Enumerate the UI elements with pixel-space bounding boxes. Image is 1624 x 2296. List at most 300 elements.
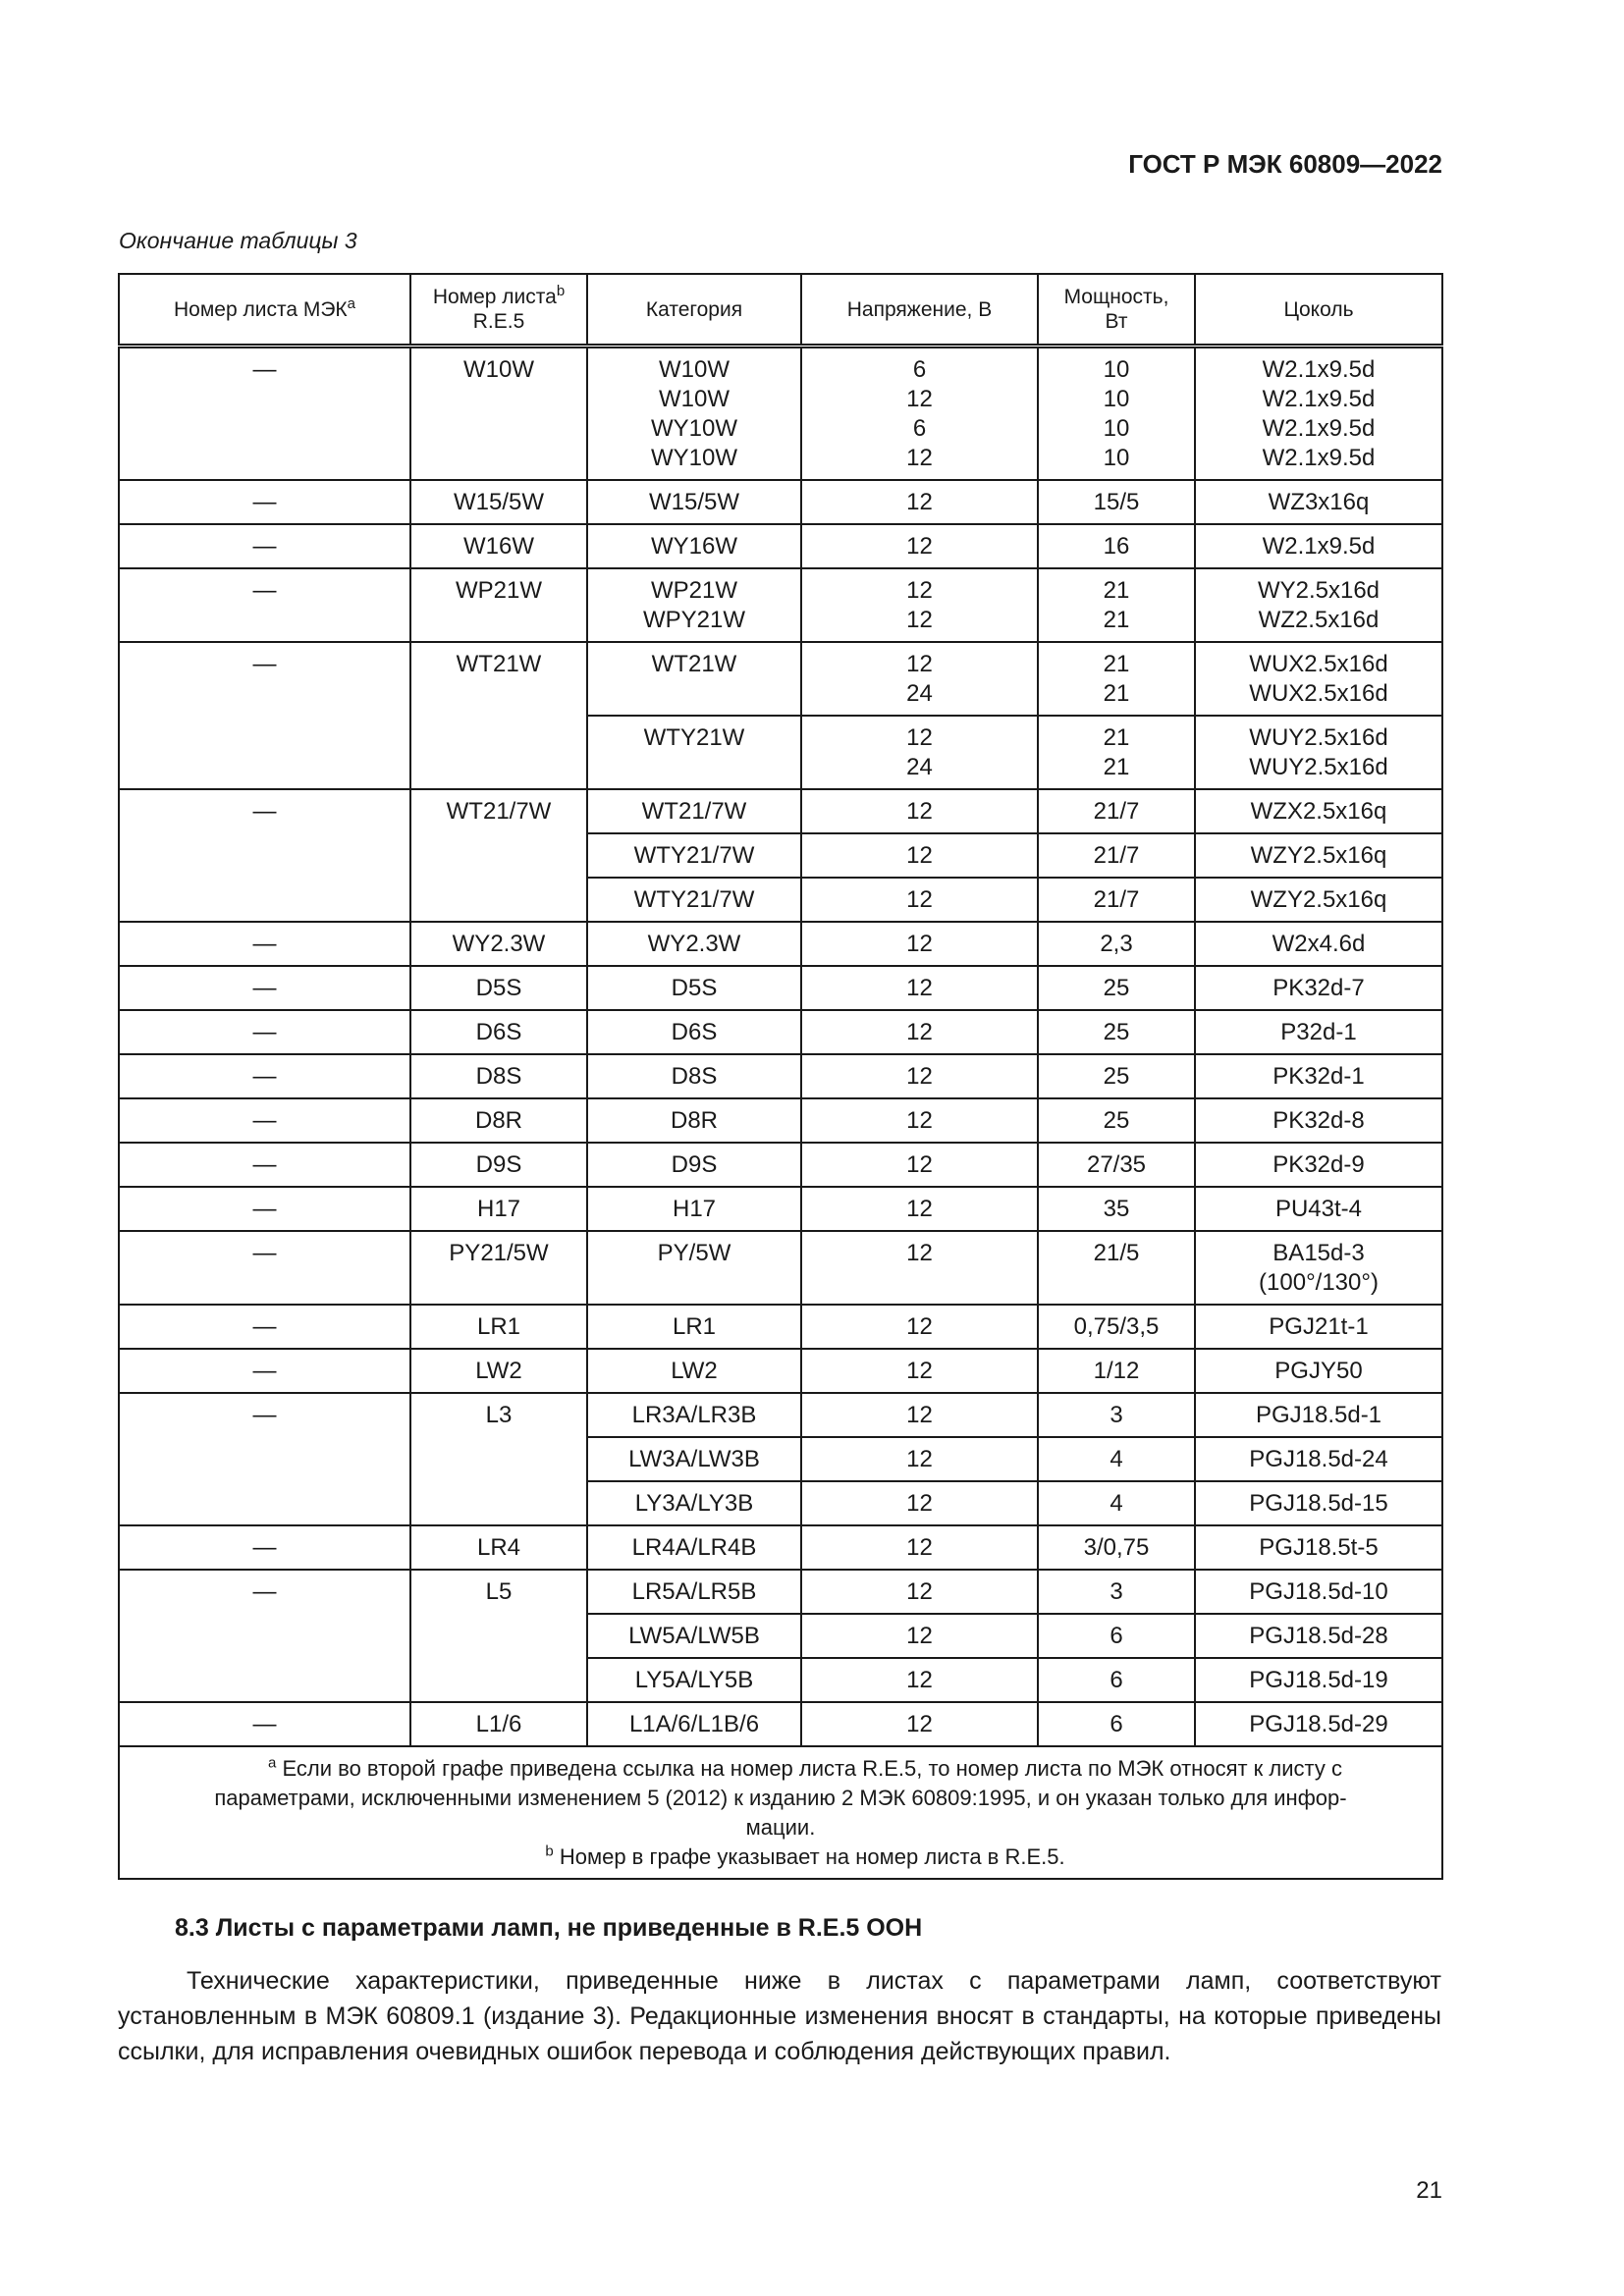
table-row bbox=[119, 568, 1442, 642]
base-cell bbox=[1195, 1570, 1442, 1614]
category-cell bbox=[587, 878, 801, 922]
base-cell bbox=[1195, 1054, 1442, 1098]
re5-sheet-cell: D5S bbox=[410, 966, 587, 1010]
power-cell bbox=[1038, 716, 1195, 789]
base-cell bbox=[1195, 480, 1442, 524]
table-row bbox=[119, 347, 1442, 481]
base-cell-line: PGJ21t-1 bbox=[1269, 1313, 1369, 1340]
table-body bbox=[119, 347, 1442, 1747]
category-cell bbox=[587, 966, 801, 1010]
page-number: 21 bbox=[1416, 2177, 1442, 2204]
category-cell bbox=[587, 1143, 801, 1187]
re5-sheet-cell: L3 bbox=[410, 1393, 587, 1525]
voltage-cell bbox=[801, 1143, 1038, 1187]
category-cell bbox=[587, 347, 801, 481]
voltage-cell bbox=[801, 789, 1038, 833]
base-cell-line: PGJ18.5d-1 bbox=[1255, 1402, 1382, 1428]
re5-sheet-cell: H17 bbox=[410, 1187, 587, 1231]
iec-sheet-cell: — bbox=[119, 1393, 410, 1525]
document-code: ГОСТ Р МЭК 60809—2022 bbox=[1128, 149, 1442, 179]
table-row bbox=[119, 1054, 1442, 1098]
power-cell-line: 3/0,75 bbox=[1083, 1534, 1150, 1561]
base-cell-line: W2.1x9.5d bbox=[1262, 533, 1376, 560]
base-cell-line: W2x4.6d bbox=[1272, 931, 1366, 957]
power-cell-line: 6 bbox=[1110, 1623, 1123, 1649]
voltage-cell-line: 6 bbox=[912, 356, 927, 383]
category-cell-line: PY/5W bbox=[657, 1240, 731, 1266]
category-cell-line: LW5A/LW5B bbox=[628, 1623, 760, 1649]
voltage-cell-line: 24 bbox=[906, 680, 933, 707]
re5-sheet-cell: WT21/7W bbox=[410, 789, 587, 922]
voltage-cell bbox=[801, 1570, 1038, 1614]
category-cell-line: H17 bbox=[672, 1196, 717, 1222]
table-notes-row bbox=[119, 1746, 1442, 1879]
iec-sheet-cell: — bbox=[119, 1187, 410, 1231]
power-cell bbox=[1038, 1393, 1195, 1437]
voltage-cell bbox=[801, 1658, 1038, 1702]
power-cell-line: 21 bbox=[1103, 724, 1130, 751]
category-cell-line: WTY21/7W bbox=[633, 886, 755, 913]
lamp-parameters-table bbox=[118, 273, 1443, 1880]
power-cell bbox=[1038, 1098, 1195, 1143]
base-cell-line: WUY2.5x16d bbox=[1249, 754, 1388, 780]
power-cell bbox=[1038, 1231, 1195, 1305]
voltage-cell-line: 12 bbox=[906, 1578, 933, 1605]
voltage-cell-line: 24 bbox=[906, 754, 933, 780]
re5-sheet-cell: W16W bbox=[410, 524, 587, 568]
iec-sheet-cell: — bbox=[119, 642, 410, 789]
table-header-row bbox=[119, 274, 1442, 347]
iec-sheet-cell: — bbox=[119, 966, 410, 1010]
voltage-cell-line: 12 bbox=[906, 386, 933, 412]
base-cell-line: PGJ18.5d-28 bbox=[1249, 1623, 1388, 1649]
column-header-voltage: Напряжение, В bbox=[801, 274, 1038, 347]
power-cell bbox=[1038, 833, 1195, 878]
iec-sheet-cell: — bbox=[119, 1143, 410, 1187]
voltage-cell-line: 12 bbox=[906, 489, 933, 515]
re5-sheet-cell: WY2.3W bbox=[410, 922, 587, 966]
power-cell-line: 4 bbox=[1110, 1446, 1123, 1472]
base-cell bbox=[1195, 642, 1442, 716]
power-cell-line: 21 bbox=[1103, 680, 1130, 707]
base-cell bbox=[1195, 966, 1442, 1010]
re5-sheet-cell: D8R bbox=[410, 1098, 587, 1143]
re5-sheet-cell: LR1 bbox=[410, 1305, 587, 1349]
iec-sheet-cell: — bbox=[119, 922, 410, 966]
re5-sheet-cell: L5 bbox=[410, 1570, 587, 1702]
iec-sheet-cell: — bbox=[119, 1525, 410, 1570]
voltage-cell bbox=[801, 878, 1038, 922]
footnote-a: $^a$ Если во второй графе приведена ссылка на номер листа R.E.5, то номер листа по МЭК относят к листу с bbox=[268, 1754, 1342, 1781]
power-cell bbox=[1038, 1525, 1195, 1570]
column-header-category: Категория bbox=[587, 274, 801, 347]
category-cell-line: WPY21W bbox=[642, 607, 745, 633]
category-cell bbox=[587, 1010, 801, 1054]
iec-sheet-cell: — bbox=[119, 1010, 410, 1054]
power-cell bbox=[1038, 480, 1195, 524]
base-cell-line: PK32d-7 bbox=[1272, 975, 1365, 1001]
base-cell bbox=[1195, 1393, 1442, 1437]
power-cell bbox=[1038, 1305, 1195, 1349]
column-header-re5-sheet: Номер листа$^b$ R.E.5 bbox=[410, 274, 587, 347]
voltage-cell-line: 12 bbox=[906, 975, 933, 1001]
power-cell-line: 25 bbox=[1103, 1063, 1130, 1090]
table-row bbox=[119, 922, 1442, 966]
base-cell bbox=[1195, 789, 1442, 833]
re5-sheet-cell: D8S bbox=[410, 1054, 587, 1098]
voltage-cell-line: 12 bbox=[906, 842, 933, 869]
base-cell-line: WZ3x16q bbox=[1268, 489, 1370, 515]
table-row bbox=[119, 1305, 1442, 1349]
iec-sheet-cell: — bbox=[119, 1570, 410, 1702]
base-cell bbox=[1195, 1349, 1442, 1393]
category-cell-line: WT21W bbox=[651, 651, 737, 677]
voltage-cell bbox=[801, 966, 1038, 1010]
base-cell-line: BA15d-3 bbox=[1272, 1240, 1365, 1266]
table-row bbox=[119, 1010, 1442, 1054]
voltage-cell bbox=[801, 1481, 1038, 1525]
category-cell bbox=[587, 922, 801, 966]
voltage-cell bbox=[801, 1393, 1038, 1437]
power-cell-line: 21 bbox=[1103, 754, 1130, 780]
power-cell-line: 10 bbox=[1103, 356, 1130, 383]
power-cell-line: 21 bbox=[1103, 651, 1130, 677]
voltage-cell-line: 12 bbox=[906, 607, 933, 633]
voltage-cell bbox=[801, 642, 1038, 716]
voltage-cell bbox=[801, 568, 1038, 642]
table-row bbox=[119, 1143, 1442, 1187]
voltage-cell bbox=[801, 524, 1038, 568]
category-cell-line: LY5A/LY5B bbox=[634, 1667, 754, 1693]
voltage-cell-line: 6 bbox=[912, 415, 927, 442]
base-cell-line: WUX2.5x16d bbox=[1249, 651, 1388, 677]
iec-sheet-cell: — bbox=[119, 1054, 410, 1098]
re5-sheet-cell: W10W bbox=[410, 347, 587, 481]
category-cell bbox=[587, 1525, 801, 1570]
power-cell-line: 21/7 bbox=[1093, 886, 1140, 913]
column-header-base: Цоколь bbox=[1195, 274, 1442, 347]
base-cell-line: PK32d-9 bbox=[1272, 1151, 1365, 1178]
base-cell-line: WZ2.5x16d bbox=[1258, 607, 1380, 633]
category-cell-line: LW2 bbox=[671, 1358, 718, 1384]
voltage-cell bbox=[801, 1098, 1038, 1143]
power-cell bbox=[1038, 642, 1195, 716]
table-row bbox=[119, 1702, 1442, 1746]
iec-sheet-cell: — bbox=[119, 1702, 410, 1746]
power-cell-line: 21/7 bbox=[1093, 842, 1140, 869]
base-cell-line: W2.1x9.5d bbox=[1262, 415, 1376, 442]
category-cell bbox=[587, 1702, 801, 1746]
voltage-cell-line: 12 bbox=[906, 1196, 933, 1222]
category-cell-line: WY10W bbox=[650, 445, 737, 471]
base-cell-line: PGJ18.5d-24 bbox=[1249, 1446, 1388, 1472]
base-cell bbox=[1195, 1305, 1442, 1349]
base-cell bbox=[1195, 1481, 1442, 1525]
base-cell bbox=[1195, 1187, 1442, 1231]
footnote-a-continued: параметрами, исключенными изменением 5 (2012) к изданию 2 МЭК 60809:1995, и он указан только для инфор- bbox=[214, 1786, 1347, 1810]
power-cell-line: 25 bbox=[1103, 1107, 1130, 1134]
re5-sheet-cell: L1/6 bbox=[410, 1702, 587, 1746]
voltage-cell bbox=[801, 1187, 1038, 1231]
re5-sheet-cell: D9S bbox=[410, 1143, 587, 1187]
power-cell-line: 4 bbox=[1110, 1490, 1123, 1517]
category-cell-line: WY2.3W bbox=[647, 931, 741, 957]
category-cell-line: WT21/7W bbox=[641, 798, 747, 825]
voltage-cell-line: 12 bbox=[906, 1446, 933, 1472]
power-cell-line: 1/12 bbox=[1093, 1358, 1140, 1384]
base-cell bbox=[1195, 1525, 1442, 1570]
voltage-cell-line: 12 bbox=[906, 724, 933, 751]
category-cell-line: D5S bbox=[671, 975, 718, 1001]
base-cell bbox=[1195, 833, 1442, 878]
category-cell bbox=[587, 1614, 801, 1658]
category-cell-line: WY16W bbox=[650, 533, 737, 560]
voltage-cell-line: 12 bbox=[906, 651, 933, 677]
voltage-cell bbox=[801, 833, 1038, 878]
re5-sheet-cell: WT21W bbox=[410, 642, 587, 789]
table-row bbox=[119, 1231, 1442, 1305]
voltage-cell bbox=[801, 1231, 1038, 1305]
footnote-a-continued: мации. bbox=[745, 1815, 816, 1840]
base-cell-line: WZX2.5x16q bbox=[1250, 798, 1387, 825]
table-caption: Окончание таблицы 3 bbox=[119, 228, 357, 253]
base-cell-line: PGJ18.5d-10 bbox=[1249, 1578, 1388, 1605]
power-cell bbox=[1038, 1570, 1195, 1614]
voltage-cell bbox=[801, 1702, 1038, 1746]
base-cell-line: W2.1x9.5d bbox=[1262, 356, 1376, 383]
voltage-cell-line: 12 bbox=[906, 798, 933, 825]
re5-sheet-cell: LR4 bbox=[410, 1525, 587, 1570]
category-cell bbox=[587, 833, 801, 878]
base-cell-line: PGJ18.5d-15 bbox=[1249, 1490, 1388, 1517]
base-cell-line: PGJY50 bbox=[1274, 1358, 1363, 1384]
base-cell bbox=[1195, 1010, 1442, 1054]
voltage-cell-line: 12 bbox=[906, 1019, 933, 1045]
category-cell-line: D8R bbox=[670, 1107, 718, 1134]
table-row bbox=[119, 642, 1442, 716]
power-cell bbox=[1038, 1614, 1195, 1658]
voltage-cell-line: 12 bbox=[906, 533, 933, 560]
category-cell bbox=[587, 1570, 801, 1614]
power-cell bbox=[1038, 1349, 1195, 1393]
table-row bbox=[119, 1349, 1442, 1393]
category-cell-line: W10W bbox=[659, 386, 730, 412]
base-cell-line: W2.1x9.5d bbox=[1262, 445, 1376, 471]
iec-sheet-cell: — bbox=[119, 347, 410, 481]
table-row bbox=[119, 789, 1442, 833]
voltage-cell-line: 12 bbox=[906, 1623, 933, 1649]
category-cell bbox=[587, 1437, 801, 1481]
base-cell-line: PGJ18.5d-19 bbox=[1249, 1667, 1388, 1693]
category-cell bbox=[587, 1393, 801, 1437]
category-cell-line: LW3A/LW3B bbox=[628, 1446, 760, 1472]
base-cell bbox=[1195, 1098, 1442, 1143]
base-cell-line: W2.1x9.5d bbox=[1262, 386, 1376, 412]
category-cell bbox=[587, 1305, 801, 1349]
power-cell bbox=[1038, 922, 1195, 966]
base-cell bbox=[1195, 1437, 1442, 1481]
power-cell-line: 21 bbox=[1103, 577, 1130, 604]
base-cell-line: PK32d-8 bbox=[1272, 1107, 1365, 1134]
category-cell-line: D6S bbox=[671, 1019, 718, 1045]
base-cell-line: WZY2.5x16q bbox=[1250, 886, 1387, 913]
base-cell-line: WUX2.5x16d bbox=[1249, 680, 1388, 707]
base-cell-line: WZY2.5x16q bbox=[1250, 842, 1387, 869]
power-cell-line: 16 bbox=[1103, 533, 1130, 560]
category-cell bbox=[587, 1187, 801, 1231]
base-cell bbox=[1195, 1231, 1442, 1305]
power-cell-line: 10 bbox=[1103, 445, 1130, 471]
voltage-cell bbox=[801, 1437, 1038, 1481]
voltage-cell bbox=[801, 347, 1038, 481]
base-cell bbox=[1195, 716, 1442, 789]
voltage-cell bbox=[801, 1010, 1038, 1054]
section-heading: 8.3 Листы с параметрами ламп, не приведенные в R.E.5 ООН bbox=[175, 1914, 923, 1942]
power-cell-line: 3 bbox=[1110, 1578, 1123, 1605]
voltage-cell-line: 12 bbox=[906, 1402, 933, 1428]
base-cell-line: P32d-1 bbox=[1280, 1019, 1357, 1045]
footnote-b: $^b$ Номер в графе указывает на номер листа в R.E.5. bbox=[545, 1842, 1065, 1869]
column-header-power: Мощность, Вт bbox=[1038, 274, 1195, 347]
category-cell-line: LR3A/LR3B bbox=[631, 1402, 757, 1428]
table-row bbox=[119, 524, 1442, 568]
voltage-cell bbox=[801, 1305, 1038, 1349]
re5-sheet-cell: W15/5W bbox=[410, 480, 587, 524]
power-cell bbox=[1038, 1010, 1195, 1054]
section-paragraph: Технические характеристики, приведенные ниже в листах с параметрами ламп, соответствуют установленным в МЭК 60809.1 (издание 3). Редакционные изменения вносят в стандарты, на которые приведены ссылки, для исправления очевидных ошибок перевода и соблюдения действующих правил. bbox=[118, 1967, 1441, 2065]
voltage-cell-line: 12 bbox=[906, 886, 933, 913]
base-cell bbox=[1195, 568, 1442, 642]
voltage-cell-line: 12 bbox=[906, 1063, 933, 1090]
table-row bbox=[119, 480, 1442, 524]
voltage-cell-line: 12 bbox=[906, 1667, 933, 1693]
base-cell bbox=[1195, 922, 1442, 966]
iec-sheet-cell: — bbox=[119, 480, 410, 524]
iec-sheet-cell: — bbox=[119, 1231, 410, 1305]
table-row bbox=[119, 1098, 1442, 1143]
table-row bbox=[119, 1187, 1442, 1231]
base-cell bbox=[1195, 1614, 1442, 1658]
voltage-cell-line: 12 bbox=[906, 1711, 933, 1737]
power-cell bbox=[1038, 789, 1195, 833]
voltage-cell bbox=[801, 716, 1038, 789]
power-cell bbox=[1038, 1143, 1195, 1187]
power-cell bbox=[1038, 1481, 1195, 1525]
voltage-cell-line: 12 bbox=[906, 1313, 933, 1340]
power-cell-line: 6 bbox=[1110, 1711, 1123, 1737]
category-cell bbox=[587, 1658, 801, 1702]
base-cell-line: PGJ18.5t-5 bbox=[1259, 1534, 1379, 1561]
iec-sheet-cell: — bbox=[119, 1349, 410, 1393]
category-cell bbox=[587, 1231, 801, 1305]
re5-sheet-cell: LW2 bbox=[410, 1349, 587, 1393]
category-cell-line: WTY21W bbox=[643, 724, 745, 751]
power-cell bbox=[1038, 1658, 1195, 1702]
re5-sheet-cell: PY21/5W bbox=[410, 1231, 587, 1305]
power-cell-line: 35 bbox=[1103, 1196, 1130, 1222]
category-cell bbox=[587, 1349, 801, 1393]
power-cell-line: 21/5 bbox=[1093, 1240, 1140, 1266]
column-header-iec-sheet: Номер листа МЭК$^a$ bbox=[119, 274, 410, 347]
category-cell bbox=[587, 1098, 801, 1143]
power-cell-line: 10 bbox=[1103, 415, 1130, 442]
power-cell bbox=[1038, 878, 1195, 922]
power-cell-line: 21/7 bbox=[1093, 798, 1140, 825]
base-cell-line: PK32d-1 bbox=[1272, 1063, 1365, 1090]
re5-sheet-cell: D6S bbox=[410, 1010, 587, 1054]
base-cell-line: (100°/130°) bbox=[1259, 1269, 1379, 1296]
base-cell-line: PU43t-4 bbox=[1274, 1196, 1363, 1222]
iec-sheet-cell: — bbox=[119, 524, 410, 568]
category-cell-line: LR5A/LR5B bbox=[631, 1578, 757, 1605]
re5-sheet-cell: WP21W bbox=[410, 568, 587, 642]
category-cell bbox=[587, 524, 801, 568]
voltage-cell-line: 12 bbox=[906, 1107, 933, 1134]
power-cell bbox=[1038, 966, 1195, 1010]
iec-sheet-cell: — bbox=[119, 1305, 410, 1349]
voltage-cell-line: 12 bbox=[906, 1240, 933, 1266]
voltage-cell-line: 12 bbox=[906, 1358, 933, 1384]
category-cell-line: WTY21/7W bbox=[633, 842, 755, 869]
power-cell bbox=[1038, 1437, 1195, 1481]
base-cell bbox=[1195, 1658, 1442, 1702]
voltage-cell-line: 12 bbox=[906, 1534, 933, 1561]
power-cell bbox=[1038, 524, 1195, 568]
iec-sheet-cell: — bbox=[119, 789, 410, 922]
voltage-cell bbox=[801, 1054, 1038, 1098]
table-notes bbox=[119, 1746, 1442, 1879]
voltage-cell-line: 12 bbox=[906, 1151, 933, 1178]
base-cell bbox=[1195, 1702, 1442, 1746]
power-cell-line: 6 bbox=[1110, 1667, 1123, 1693]
base-cell bbox=[1195, 1143, 1442, 1187]
voltage-cell-line: 12 bbox=[906, 1490, 933, 1517]
category-cell-line: WY10W bbox=[650, 415, 737, 442]
power-cell-line: 25 bbox=[1103, 975, 1130, 1001]
category-cell bbox=[587, 568, 801, 642]
category-cell-line: L1A/6/L1B/6 bbox=[628, 1711, 760, 1737]
power-cell-line: 10 bbox=[1103, 386, 1130, 412]
power-cell bbox=[1038, 1702, 1195, 1746]
category-cell-line: WP21W bbox=[650, 577, 737, 604]
category-cell-line: LR1 bbox=[672, 1313, 717, 1340]
power-cell-line: 27/35 bbox=[1086, 1151, 1147, 1178]
power-cell bbox=[1038, 568, 1195, 642]
voltage-cell-line: 12 bbox=[906, 577, 933, 604]
power-cell-line: 0,75/3,5 bbox=[1073, 1313, 1160, 1340]
voltage-cell bbox=[801, 922, 1038, 966]
base-cell-line: WUY2.5x16d bbox=[1249, 724, 1388, 751]
category-cell-line: W15/5W bbox=[648, 489, 739, 515]
power-cell-line: 21 bbox=[1103, 607, 1130, 633]
category-cell bbox=[587, 642, 801, 716]
voltage-cell bbox=[801, 1525, 1038, 1570]
category-cell bbox=[587, 1481, 801, 1525]
power-cell-line: 2,3 bbox=[1100, 931, 1133, 957]
table-row bbox=[119, 966, 1442, 1010]
table-row bbox=[119, 1525, 1442, 1570]
base-cell-line: PGJ18.5d-29 bbox=[1249, 1711, 1388, 1737]
base-cell bbox=[1195, 524, 1442, 568]
table-row bbox=[119, 1570, 1442, 1614]
power-cell bbox=[1038, 1187, 1195, 1231]
voltage-cell-line: 12 bbox=[906, 445, 933, 471]
power-cell-line: 15/5 bbox=[1093, 489, 1140, 515]
power-cell bbox=[1038, 1054, 1195, 1098]
base-cell bbox=[1195, 878, 1442, 922]
voltage-cell bbox=[801, 1614, 1038, 1658]
category-cell-line: LY3A/LY3B bbox=[634, 1490, 754, 1517]
